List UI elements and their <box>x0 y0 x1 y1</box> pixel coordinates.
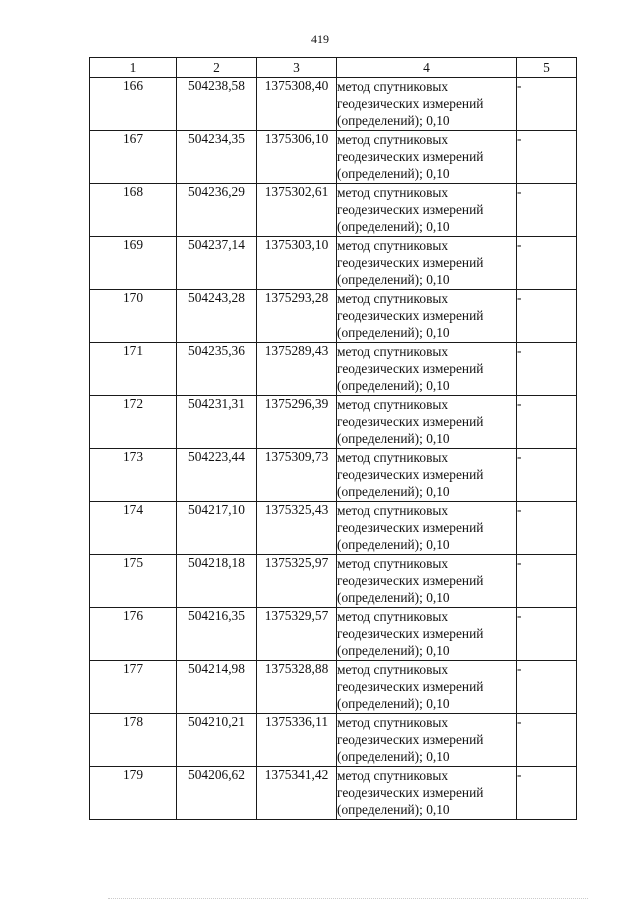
y-coordinate-cell: 1375289,43 <box>257 343 337 396</box>
point-number-cell: 172 <box>90 396 177 449</box>
y-coordinate-cell: 1375341,42 <box>257 767 337 820</box>
x-coordinate-cell: 504243,28 <box>177 290 257 343</box>
y-coordinate-cell: 1375336,11 <box>257 714 337 767</box>
table-row <box>90 661 577 714</box>
note-cell: - <box>517 290 577 343</box>
x-coordinate-cell: 504238,58 <box>177 78 257 131</box>
table-row <box>90 290 577 343</box>
table-row <box>90 555 577 608</box>
method-cell: метод спутниковых геодезических измерений (определений); 0,10 <box>337 131 517 184</box>
point-number-cell: 175 <box>90 555 177 608</box>
col-header-2: 2 <box>177 58 257 78</box>
method-cell: метод спутниковых геодезических измерений (определений); 0,10 <box>337 714 517 767</box>
x-coordinate-cell: 504214,98 <box>177 661 257 714</box>
x-coordinate-cell: 504235,36 <box>177 343 257 396</box>
note-cell: - <box>517 608 577 661</box>
y-coordinate-cell: 1375329,57 <box>257 608 337 661</box>
x-coordinate-cell: 504223,44 <box>177 449 257 502</box>
y-coordinate-cell: 1375309,73 <box>257 449 337 502</box>
note-cell: - <box>517 184 577 237</box>
table-row <box>90 184 577 237</box>
coordinates-table <box>89 57 577 820</box>
point-number-cell: 174 <box>90 502 177 555</box>
header-row <box>90 58 577 78</box>
x-coordinate-cell: 504210,21 <box>177 714 257 767</box>
table-header <box>90 58 577 78</box>
point-number-cell: 179 <box>90 767 177 820</box>
note-cell: - <box>517 396 577 449</box>
point-number-cell: 178 <box>90 714 177 767</box>
point-number-cell: 169 <box>90 237 177 290</box>
method-cell: метод спутниковых геодезических измерений (определений); 0,10 <box>337 449 517 502</box>
point-number-cell: 167 <box>90 131 177 184</box>
col-header-3: 3 <box>257 58 337 78</box>
y-coordinate-cell: 1375303,10 <box>257 237 337 290</box>
table-row <box>90 449 577 502</box>
method-cell: метод спутниковых геодезических измерений (определений); 0,10 <box>337 78 517 131</box>
col-header-4: 4 <box>337 58 517 78</box>
table-row <box>90 502 577 555</box>
table-body <box>90 78 577 820</box>
table-row <box>90 396 577 449</box>
note-cell: - <box>517 661 577 714</box>
table-row <box>90 237 577 290</box>
point-number-cell: 173 <box>90 449 177 502</box>
col-header-1: 1 <box>90 58 177 78</box>
point-number-cell: 176 <box>90 608 177 661</box>
point-number-cell: 171 <box>90 343 177 396</box>
note-cell: - <box>517 237 577 290</box>
x-coordinate-cell: 504237,14 <box>177 237 257 290</box>
note-cell: - <box>517 449 577 502</box>
method-cell: метод спутниковых геодезических измерений (определений); 0,10 <box>337 184 517 237</box>
note-cell: - <box>517 343 577 396</box>
point-number-cell: 170 <box>90 290 177 343</box>
y-coordinate-cell: 1375325,97 <box>257 555 337 608</box>
col-header-5: 5 <box>517 58 577 78</box>
method-cell: метод спутниковых геодезических измерений (определений); 0,10 <box>337 767 517 820</box>
y-coordinate-cell: 1375308,40 <box>257 78 337 131</box>
x-coordinate-cell: 504206,62 <box>177 767 257 820</box>
note-cell: - <box>517 714 577 767</box>
method-cell: метод спутниковых геодезических измерений (определений); 0,10 <box>337 396 517 449</box>
method-cell: метод спутниковых геодезических измерений (определений); 0,10 <box>337 502 517 555</box>
table-row <box>90 714 577 767</box>
x-coordinate-cell: 504216,35 <box>177 608 257 661</box>
x-coordinate-cell: 504218,18 <box>177 555 257 608</box>
method-cell: метод спутниковых геодезических измерений (определений); 0,10 <box>337 661 517 714</box>
method-cell: метод спутниковых геодезических измерений (определений); 0,10 <box>337 555 517 608</box>
method-cell: метод спутниковых геодезических измерений (определений); 0,10 <box>337 608 517 661</box>
method-cell: метод спутниковых геодезических измерений (определений); 0,10 <box>337 343 517 396</box>
note-cell: - <box>517 78 577 131</box>
x-coordinate-cell: 504231,31 <box>177 396 257 449</box>
note-cell: - <box>517 502 577 555</box>
note-cell: - <box>517 767 577 820</box>
note-cell: - <box>517 555 577 608</box>
point-number-cell: 168 <box>90 184 177 237</box>
table-row <box>90 343 577 396</box>
table-row <box>90 131 577 184</box>
table-row <box>90 78 577 131</box>
method-cell: метод спутниковых геодезических измерений (определений); 0,10 <box>337 290 517 343</box>
y-coordinate-cell: 1375293,28 <box>257 290 337 343</box>
y-coordinate-cell: 1375328,88 <box>257 661 337 714</box>
table-row <box>90 608 577 661</box>
y-coordinate-cell: 1375325,43 <box>257 502 337 555</box>
y-coordinate-cell: 1375302,61 <box>257 184 337 237</box>
note-cell: - <box>517 131 577 184</box>
method-cell: метод спутниковых геодезических измерений (определений); 0,10 <box>337 237 517 290</box>
point-number-cell: 177 <box>90 661 177 714</box>
x-coordinate-cell: 504234,35 <box>177 131 257 184</box>
y-coordinate-cell: 1375306,10 <box>257 131 337 184</box>
table-row <box>90 767 577 820</box>
scan-artifact-line <box>108 898 588 902</box>
x-coordinate-cell: 504236,29 <box>177 184 257 237</box>
x-coordinate-cell: 504217,10 <box>177 502 257 555</box>
point-number-cell: 166 <box>90 78 177 131</box>
page-number: 419 <box>311 32 329 46</box>
y-coordinate-cell: 1375296,39 <box>257 396 337 449</box>
